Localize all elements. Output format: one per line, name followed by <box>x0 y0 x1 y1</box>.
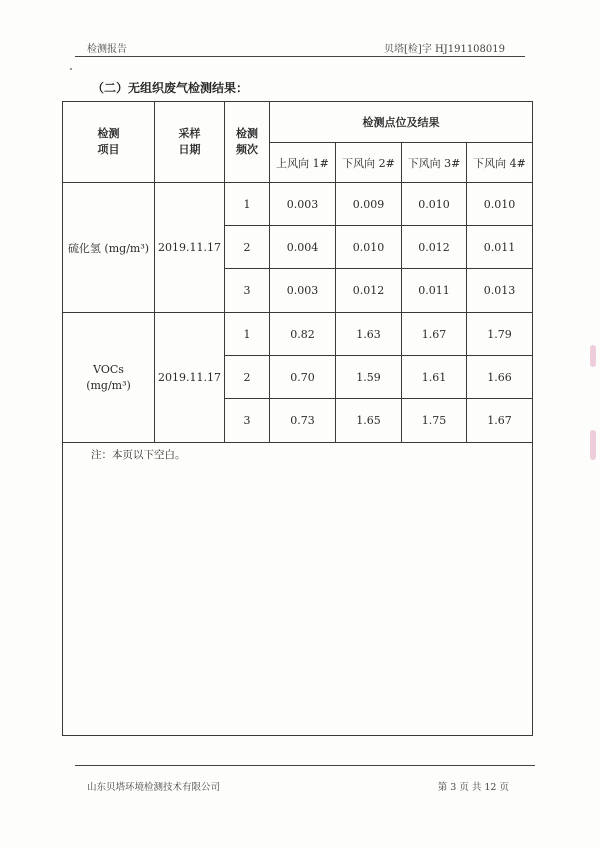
value-cell: 1.67 <box>402 313 467 356</box>
value-cell: 0.012 <box>336 269 402 313</box>
frequency-cell: 2 <box>225 356 270 399</box>
frequency-cell: 1 <box>225 313 270 356</box>
value-cell: 0.73 <box>270 399 336 443</box>
header-date-line1: 采样 <box>178 127 201 140</box>
header-points-group: 检测点位及结果 <box>270 102 533 143</box>
value-cell: 1.65 <box>336 399 402 443</box>
header-frequency <box>225 102 270 183</box>
date-vocs: 2019.11.17 <box>155 313 225 443</box>
value-cell: 1.66 <box>467 356 533 399</box>
results-table <box>62 101 533 736</box>
table-row <box>63 183 533 226</box>
header-point-1: 上风向 1# <box>270 143 336 183</box>
page-header <box>75 38 525 57</box>
header-point-3: 下风向 3# <box>402 143 467 183</box>
value-cell: 0.011 <box>467 226 533 269</box>
value-cell: 0.011 <box>402 269 467 313</box>
value-cell: 0.010 <box>336 226 402 269</box>
header-frequency-line2: 频次 <box>236 143 258 156</box>
header-item-line1: 检测 <box>97 127 120 140</box>
frequency-cell: 1 <box>225 183 270 226</box>
footer-company: 山东贝塔环境检测技术有限公司 <box>87 782 221 793</box>
date-h2s: 2019.11.17 <box>155 183 225 313</box>
header-date <box>155 102 225 183</box>
value-cell: 0.004 <box>270 226 336 269</box>
value-cell: 1.67 <box>467 399 533 443</box>
header-report-label: 检测报告 <box>87 44 127 55</box>
section-title: （二）无组织废气检测结果： <box>92 81 249 95</box>
value-cell: 1.59 <box>336 356 402 399</box>
seal-edge-mark <box>590 345 596 367</box>
item-h2s: 硫化氢 (mg/m³) <box>63 183 155 313</box>
header-frequency-line1: 检测 <box>236 127 258 140</box>
value-cell: 1.61 <box>402 356 467 399</box>
value-cell: 1.63 <box>336 313 402 356</box>
table-row <box>63 313 533 356</box>
item-vocs-line2: (mg/m³) <box>86 378 131 392</box>
value-cell: 1.75 <box>402 399 467 443</box>
value-cell: 0.003 <box>270 183 336 226</box>
value-cell: 0.010 <box>467 183 533 226</box>
header-item-line2: 项目 <box>97 143 120 156</box>
value-cell: 0.70 <box>270 356 336 399</box>
value-cell: 0.003 <box>270 269 336 313</box>
page-footer <box>75 765 535 793</box>
scan-speck <box>70 68 72 70</box>
value-cell: 1.79 <box>467 313 533 356</box>
header-point-2: 下风向 2# <box>336 143 402 183</box>
frequency-cell: 3 <box>225 399 270 443</box>
value-cell: 0.012 <box>402 226 467 269</box>
footer-page-number: 第 3 页 共 12 页 <box>437 782 509 793</box>
header-item <box>63 102 155 183</box>
header-point-4: 下风向 4# <box>467 143 533 183</box>
value-cell: 0.010 <box>402 183 467 226</box>
item-vocs-line1: VOCs <box>93 362 124 376</box>
seal-edge-mark <box>590 430 596 460</box>
frequency-cell: 3 <box>225 269 270 313</box>
item-vocs <box>63 313 155 443</box>
header-report-number: 贝塔[检]字 HJ191108019 <box>384 44 505 55</box>
value-cell: 0.82 <box>270 313 336 356</box>
frequency-cell: 2 <box>225 226 270 269</box>
value-cell: 0.009 <box>336 183 402 226</box>
value-cell: 0.013 <box>467 269 533 313</box>
note-blank-page: 注：本页以下空白。 <box>63 443 533 736</box>
header-date-line2: 日期 <box>178 143 201 156</box>
